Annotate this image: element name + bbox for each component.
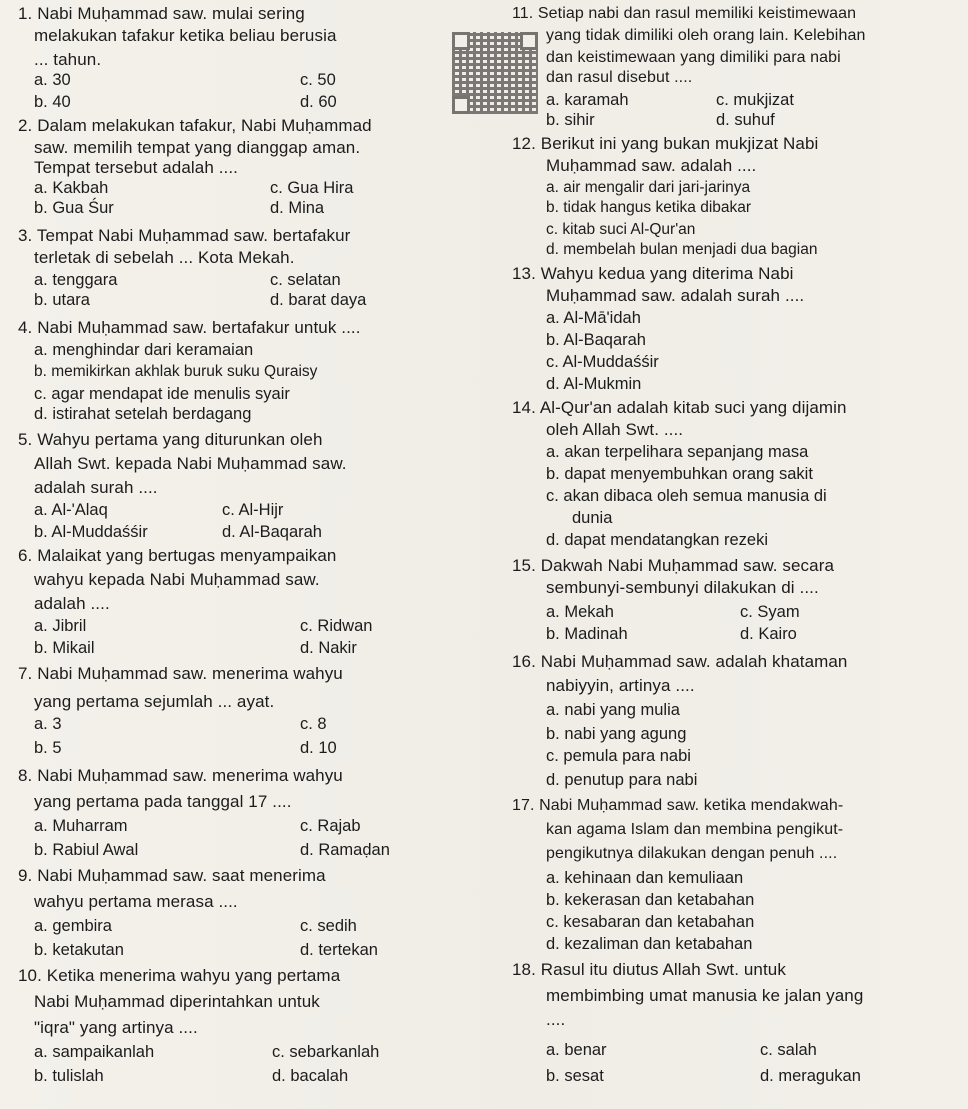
option-b[interactable]: b. tidak hangus ketika dibakar — [546, 199, 752, 216]
option-b[interactable]: b. Mikail — [34, 639, 95, 657]
option-b[interactable]: b. Gua Śur — [34, 199, 114, 217]
option-d[interactable]: d. dapat mendatangkan rezeki — [546, 531, 768, 549]
option-b[interactable]: b. memikirkan akhlak buruk suku Quraisy — [34, 363, 318, 380]
option-b[interactable]: b. Al-Baqarah — [546, 331, 646, 349]
option-d[interactable]: d. kezaliman dan ketabahan — [546, 935, 753, 953]
option-b[interactable]: b. sihir — [546, 111, 595, 129]
question-text: melakukan tafakur ketika beliau berusia — [34, 26, 337, 45]
option-a[interactable]: a. sampaikanlah — [34, 1043, 155, 1061]
question-text: sembunyi-sembunyi dilakukan di .... — [546, 578, 819, 597]
option-c[interactable]: c. kesabaran dan ketabahan — [546, 913, 755, 931]
option-a[interactable]: a. Jibril — [34, 617, 87, 635]
question-text: 12. Berikut ini yang bukan mukjizat Nabi — [512, 134, 819, 153]
option-c[interactable]: c. Syam — [740, 603, 800, 621]
option-d[interactable]: d. Al-Baqarah — [222, 523, 322, 541]
option-b[interactable]: b. utara — [34, 291, 90, 309]
right-column — [490, 0, 968, 1109]
option-c[interactable]: c. Ridwan — [300, 617, 373, 635]
option-d[interactable]: d. meragukan — [760, 1067, 861, 1085]
question-text: dan rasul disebut .... — [546, 69, 693, 86]
option-b[interactable]: b. kekerasan dan ketabahan — [546, 891, 755, 909]
question-text: wahyu kepada Nabi Muḥammad saw. — [34, 570, 320, 589]
option-b[interactable]: b. 5 — [34, 739, 62, 757]
option-d[interactable]: d. membelah bulan menjadi dua bagian — [546, 241, 818, 258]
question-text: 7. Nabi Muḥammad saw. menerima wahyu — [18, 664, 343, 683]
question-text: Tempat tersebut adalah .... — [34, 158, 238, 177]
question-text: Muḥammad saw. adalah surah .... — [546, 286, 805, 305]
option-c[interactable]: c. salah — [760, 1041, 817, 1059]
option-a[interactable]: a. air mengalir dari jari-jarinya — [546, 179, 751, 196]
question-text: 18. Rasul itu diutus Allah Swt. untuk — [512, 960, 786, 979]
question-text: pengikutnya dilakukan dengan penuh .... — [546, 845, 838, 862]
question-text: 16. Nabi Muḥammad saw. adalah khataman — [512, 652, 848, 671]
option-a[interactable]: a. Al-Mā'idah — [546, 309, 641, 327]
question-text: 6. Malaikat yang bertugas menyampaikan — [18, 546, 337, 565]
option-d[interactable]: d. 10 — [300, 739, 337, 757]
question-text: 9. Nabi Muḥammad saw. saat menerima — [18, 866, 326, 885]
question-text: 3. Tempat Nabi Muḥammad saw. bertafakur — [18, 226, 351, 245]
question-text: yang pertama pada tanggal 17 .... — [34, 792, 292, 811]
option-b[interactable]: b. Rabiul Awal — [34, 841, 139, 859]
option-c[interactable]: c. 50 — [300, 71, 336, 89]
question-text: 2. Dalam melakukan tafakur, Nabi Muḥammad — [18, 116, 372, 135]
option-d[interactable]: d. barat daya — [270, 291, 367, 309]
option-c[interactable]: c. mukjizat — [716, 91, 794, 109]
option-d[interactable]: d. tertekan — [300, 941, 378, 959]
question-text: "iqra" yang artinya .... — [34, 1018, 198, 1037]
question-text: adalah .... — [34, 594, 110, 613]
option-d[interactable]: d. 60 — [300, 93, 337, 111]
question-text: 1. Nabi Muḥammad saw. mulai sering — [18, 4, 305, 23]
option-a[interactable]: a. benar — [546, 1041, 607, 1059]
option-b[interactable]: b. Madinah — [546, 625, 628, 643]
question-text: 11. Setiap nabi dan rasul memiliki keistimewaan — [512, 5, 857, 22]
option-c[interactable]: c. Al-Hijr — [222, 501, 284, 519]
option-c[interactable]: c. kitab suci Al-Qur'an — [546, 221, 696, 238]
option-c[interactable]: c. akan dibaca oleh semua manusia di — [546, 487, 827, 505]
option-a[interactable]: a. 3 — [34, 715, 62, 733]
question-text: Muḥammad saw. adalah .... — [546, 156, 757, 175]
option-b[interactable]: b. dapat menyembuhkan orang sakit — [546, 465, 813, 483]
option-d[interactable]: d. Nakir — [300, 639, 357, 657]
option-c[interactable]: c. Al-Muddaśśir — [546, 353, 659, 371]
option-a[interactable]: a. Al-'Alaq — [34, 501, 108, 519]
option-c[interactable]: c. Gua Hira — [270, 179, 354, 197]
option-b[interactable]: b. tulislah — [34, 1067, 104, 1085]
question-text: Allah Swt. kepada Nabi Muḥammad saw. — [34, 454, 347, 473]
question-text: 17. Nabi Muḥammad saw. ketika mendakwah- — [512, 797, 844, 814]
option-a[interactable]: a. Muharram — [34, 817, 128, 835]
option-d[interactable]: d. Ramaḍan — [300, 841, 390, 859]
option-c[interactable]: c. sebarkanlah — [272, 1043, 380, 1061]
option-d[interactable]: d. Kairo — [740, 625, 797, 643]
option-a[interactable]: a. akan terpelihara sepanjang masa — [546, 443, 809, 461]
option-a[interactable]: a. nabi yang mulia — [546, 701, 680, 719]
option-b[interactable]: b. Al-Muddaśśir — [34, 523, 148, 541]
qr-corner — [452, 32, 470, 50]
option-b[interactable]: b. ketakutan — [34, 941, 124, 959]
question-text: 5. Wahyu pertama yang diturunkan oleh — [18, 430, 323, 449]
question-text: 14. Al-Qur'an adalah kitab suci yang dijamin — [512, 398, 847, 417]
question-text: oleh Allah Swt. .... — [546, 420, 684, 439]
option-c[interactable]: c. pemula para nabi — [546, 747, 691, 765]
qr-corner — [452, 96, 470, 114]
question-text: .... — [546, 1010, 566, 1029]
question-text: yang pertama sejumlah ... ayat. — [34, 692, 275, 711]
option-a[interactable]: a. 30 — [34, 71, 71, 89]
question-text: 13. Wahyu kedua yang diterima Nabi — [512, 264, 794, 283]
option-d[interactable]: d. bacalah — [272, 1067, 349, 1085]
question-text: wahyu pertama merasa .... — [34, 892, 238, 911]
question-text: ... tahun. — [34, 50, 102, 69]
option-c[interactable]: c. sedih — [300, 917, 357, 935]
option-b[interactable]: b. nabi yang agung — [546, 725, 687, 743]
option-c[interactable]: c. 8 — [300, 715, 327, 733]
option-b[interactable]: b. sesat — [546, 1067, 604, 1085]
question-text: 8. Nabi Muḥammad saw. menerima wahyu — [18, 766, 343, 785]
option-d[interactable]: d. Mina — [270, 199, 325, 217]
question-text: yang tidak dimiliki oleh orang lain. Kelebihan — [546, 27, 866, 44]
question-text: saw. memilih tempat yang dianggap aman. — [34, 138, 361, 157]
option-c-continued: dunia — [572, 509, 613, 527]
option-a[interactable]: a. menghindar dari keramaian — [34, 341, 254, 359]
question-text: membimbing umat manusia ke jalan yang — [546, 986, 864, 1005]
question-text: 10. Ketika menerima wahyu yang pertama — [18, 966, 341, 985]
option-a[interactable]: a. karamah — [546, 91, 629, 109]
option-a[interactable]: a. tenggara — [34, 271, 118, 289]
question-text: terletak di sebelah ... Kota Mekah. — [34, 248, 295, 267]
option-c[interactable]: c. selatan — [270, 271, 341, 289]
question-text: kan agama Islam dan membina pengikut- — [546, 821, 844, 838]
option-c[interactable]: c. Rajab — [300, 817, 361, 835]
option-d[interactable]: d. Al-Mukmin — [546, 375, 642, 393]
option-c[interactable]: c. agar mendapat ide menulis syair — [34, 385, 290, 403]
question-text: dan keistimewaan yang dimiliki para nabi — [546, 49, 841, 66]
option-a[interactable]: a. Kakbah — [34, 179, 109, 197]
option-a[interactable]: a. kehinaan dan kemuliaan — [546, 869, 744, 887]
question-text: Nabi Muḥammad diperintahkan untuk — [34, 992, 320, 1011]
question-text: adalah surah .... — [34, 478, 158, 497]
option-b[interactable]: b. 40 — [34, 93, 71, 111]
option-d[interactable]: d. suhuf — [716, 111, 775, 129]
option-d[interactable]: d. istirahat setelah berdagang — [34, 405, 252, 423]
option-a[interactable]: a. Mekah — [546, 603, 614, 621]
option-a[interactable]: a. gembira — [34, 917, 112, 935]
question-text: 4. Nabi Muḥammad saw. bertafakur untuk .... — [18, 318, 361, 337]
option-d[interactable]: d. penutup para nabi — [546, 771, 698, 789]
question-text: nabiyyin, artinya .... — [546, 676, 695, 695]
question-text: 15. Dakwah Nabi Muḥammad saw. secara — [512, 556, 835, 575]
